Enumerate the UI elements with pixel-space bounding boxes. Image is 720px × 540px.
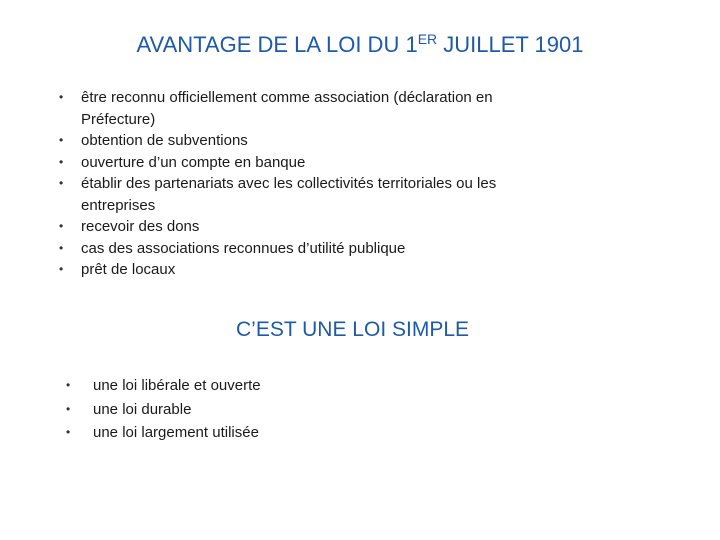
bullet-icon: •: [59, 90, 64, 104]
list-item-text: prêt de locaux: [81, 261, 176, 278]
list-item: [59, 259, 561, 281]
list-item: [66, 374, 393, 398]
list-item: [66, 421, 393, 445]
list-item-text: une loi libérale et ouverte: [93, 377, 261, 394]
list-item-text: établir des partenariats avec les collectivités territoriales ou les entreprises: [81, 175, 497, 214]
simple-points-list: [66, 374, 393, 445]
list-item: [66, 398, 393, 422]
list-item: [59, 130, 561, 152]
bullet-icon: •: [59, 262, 64, 276]
bullet-icon: •: [59, 133, 64, 147]
bullet-icon: •: [59, 176, 64, 190]
list-item-text: une loi largement utilisée: [93, 424, 259, 441]
list-item: [59, 216, 561, 238]
bullet-icon: •: [66, 401, 71, 416]
list-item-text: être reconnu officiellement comme association (déclaration en Préfecture): [81, 89, 493, 128]
list-item-text: recevoir des dons: [81, 218, 200, 235]
advantages-list: [59, 87, 561, 281]
title-end: JUILLET 1901: [437, 32, 584, 57]
title-superscript: ER: [417, 31, 438, 47]
list-item: [59, 173, 561, 216]
section-heading: C’EST UNE LOI SIMPLE: [236, 318, 470, 341]
list-item: [59, 87, 561, 130]
title-main: AVANTAGE DE LA LOI DU 1: [136, 32, 418, 57]
bullet-icon: •: [66, 425, 71, 439]
list-item: [59, 238, 561, 260]
list-item-text: ouverture d’un compte en banque: [81, 153, 306, 171]
list-item-text: une loi durable: [93, 400, 192, 418]
slide-title: [0, 30, 720, 60]
bullet-icon: •: [59, 154, 64, 169]
bullet-icon: •: [59, 240, 64, 255]
list-item-text: cas des associations reconnues d’utilité publique: [81, 239, 406, 257]
list-item: [59, 152, 561, 174]
list-item-text: obtention de subventions: [81, 132, 248, 149]
bullet-icon: •: [66, 378, 71, 392]
bullet-icon: •: [59, 219, 64, 233]
